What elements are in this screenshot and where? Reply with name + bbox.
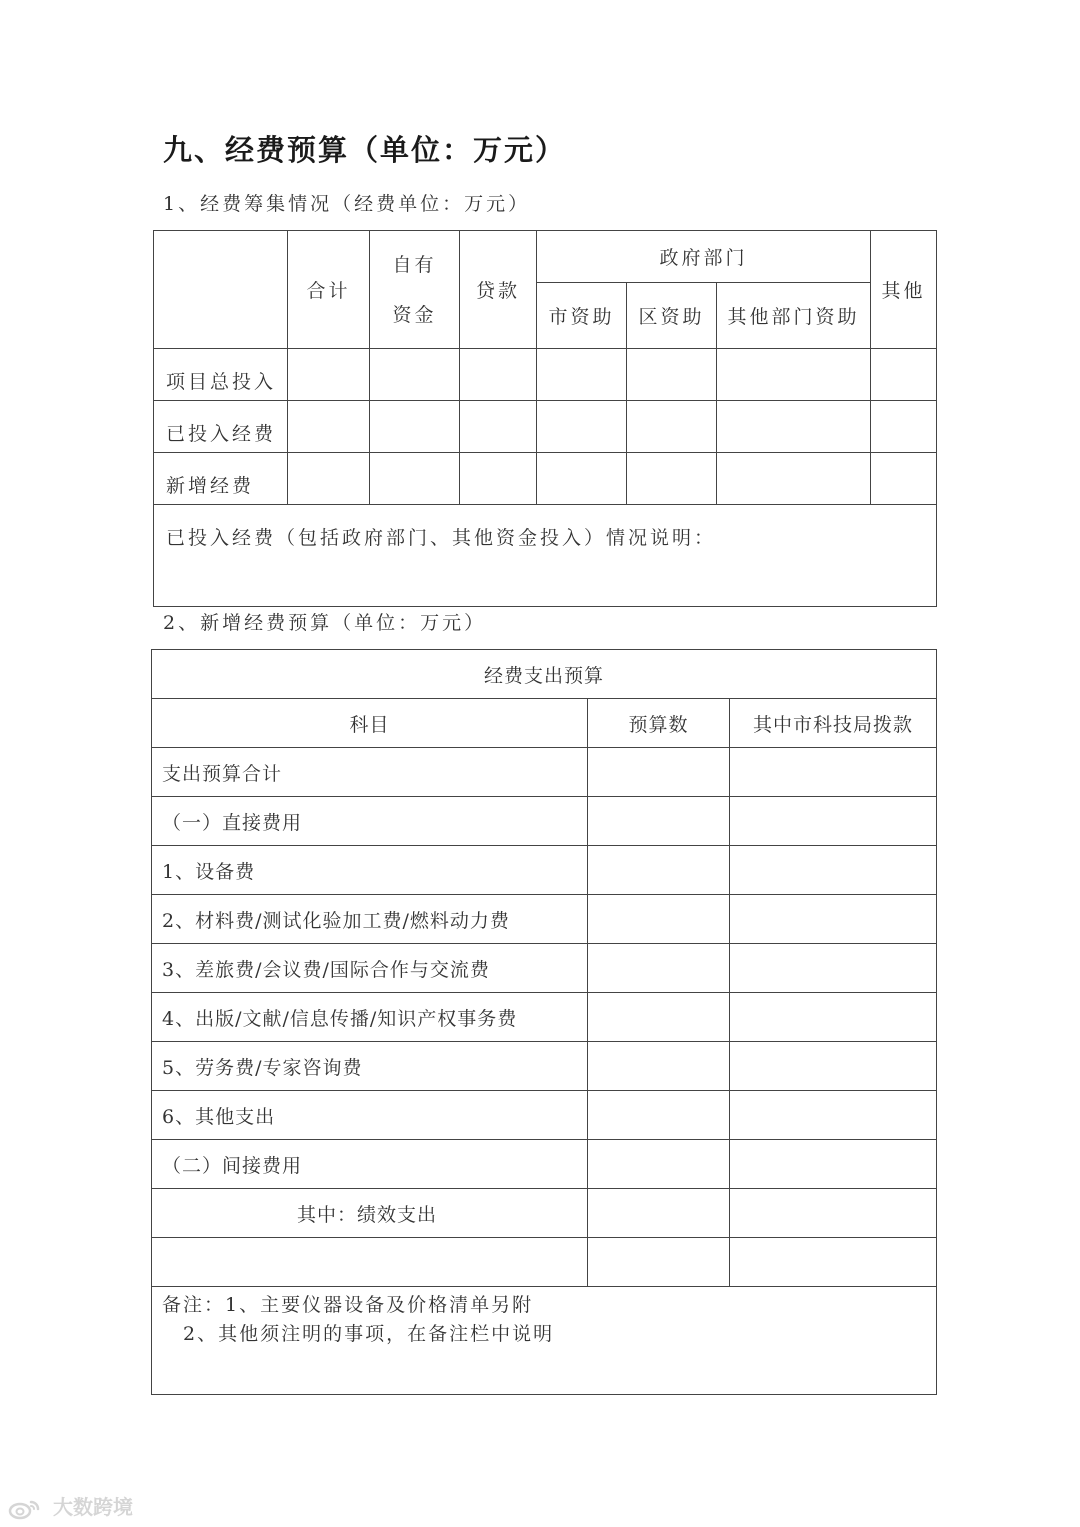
section1-subtitle: 1、经费筹集情况（经费单位：万元） [163,193,531,215]
input-cell[interactable] [730,797,937,846]
item-equipment: 1、设备费 [152,846,588,895]
item-total-expenditure: 支出预算合计 [152,748,588,797]
header-own-funds [370,231,460,349]
input-cell[interactable] [460,453,537,505]
table-row [152,797,937,846]
row-label-total-investment: 项目总投入 [154,349,288,401]
header-government: 政府部门 [537,231,871,283]
table-row [152,1091,937,1140]
input-cell[interactable] [730,1091,937,1140]
input-cell[interactable] [717,349,871,401]
table-row [152,1042,937,1091]
input-cell[interactable] [588,797,730,846]
input-cell[interactable] [370,349,460,401]
input-cell[interactable] [460,349,537,401]
input-cell[interactable] [288,401,370,453]
input-cell[interactable] [588,1238,730,1287]
row-label-invested-funds: 已投入经费 [154,401,288,453]
input-cell[interactable] [627,453,717,505]
header-other-dept-funding: 其他部门资助 [717,283,871,349]
input-cell[interactable] [730,944,937,993]
input-cell[interactable] [730,1238,937,1287]
input-cell[interactable] [871,401,937,453]
item-direct-costs: （一）直接费用 [152,797,588,846]
input-cell[interactable] [460,401,537,453]
remarks-cell[interactable] [152,1287,937,1395]
table-row [152,1238,937,1287]
table-row [152,993,937,1042]
expenditure-table-title: 经费支出预算 [152,650,937,699]
header-corner-cell [154,231,288,349]
invested-funds-note[interactable]: 已投入经费（包括政府部门、其他资金投入）情况说明： [154,505,937,607]
input-cell[interactable] [537,401,627,453]
input-cell[interactable] [152,1238,588,1287]
input-cell[interactable] [588,1042,730,1091]
item-travel: 3、差旅费/会议费/国际合作与交流费 [152,944,588,993]
item-performance: 其中：绩效支出 [152,1189,588,1238]
input-cell[interactable] [588,1189,730,1238]
header-bureau-allocation: 其中市科技局拨款 [730,699,937,748]
input-cell[interactable] [871,349,937,401]
header-total: 合计 [288,231,370,349]
table-row [154,453,937,505]
input-cell[interactable] [588,1091,730,1140]
row-label-new-funds: 新增经费 [154,453,288,505]
input-cell[interactable] [730,748,937,797]
table-row [152,846,937,895]
input-cell[interactable] [588,748,730,797]
remark-line-2: 2、其他须注明的事项，在备注栏中说明 [162,1323,555,1345]
input-cell[interactable] [370,453,460,505]
header-own-funds-line2: 资金 [392,303,437,326]
table-row [152,748,937,797]
table-row [152,1189,937,1238]
input-cell[interactable] [370,401,460,453]
input-cell[interactable] [288,453,370,505]
table-row [154,401,937,453]
header-loan: 贷款 [460,231,537,349]
watermark [8,1491,133,1520]
input-cell[interactable] [588,993,730,1042]
weibo-logo-icon [8,1498,42,1520]
table-row [152,944,937,993]
input-cell[interactable] [730,1042,937,1091]
input-cell[interactable] [537,349,627,401]
header-budget: 预算数 [588,699,730,748]
item-labor: 5、劳务费/专家咨询费 [152,1042,588,1091]
item-indirect-costs: （二）间接费用 [152,1140,588,1189]
input-cell[interactable] [627,401,717,453]
input-cell[interactable] [730,846,937,895]
input-cell[interactable] [288,349,370,401]
header-city-funding: 市资助 [537,283,627,349]
input-cell[interactable] [627,349,717,401]
input-cell[interactable] [588,846,730,895]
funding-sources-table [153,230,937,607]
remark-line-1: 备注：1、主要仪器设备及价格清单另附 [162,1294,534,1316]
input-cell[interactable] [730,1140,937,1189]
input-cell[interactable] [730,993,937,1042]
input-cell[interactable] [730,1189,937,1238]
input-cell[interactable] [537,453,627,505]
table-row [154,349,937,401]
header-district-funding: 区资助 [627,283,717,349]
table-row [152,1140,937,1189]
page-title: 九、经费预算（单位：万元） [163,133,567,167]
input-cell[interactable] [588,895,730,944]
item-publication: 4、出版/文献/信息传播/知识产权事务费 [152,993,588,1042]
input-cell[interactable] [730,895,937,944]
input-cell[interactable] [588,1140,730,1189]
input-cell[interactable] [871,453,937,505]
item-materials: 2、材料费/测试化验加工费/燃料动力费 [152,895,588,944]
table-row [152,895,937,944]
input-cell[interactable] [588,944,730,993]
header-other: 其他 [871,231,937,349]
input-cell[interactable] [717,453,871,505]
section2-subtitle: 2、新增经费预算（单位：万元） [163,612,487,634]
header-subject: 科目 [152,699,588,748]
watermark-text: 大数跨境 [52,1495,133,1519]
expenditure-budget-table [151,649,937,1395]
item-other: 6、其他支出 [152,1091,588,1140]
header-own-funds-line1: 自有 [392,253,437,276]
input-cell[interactable] [717,401,871,453]
